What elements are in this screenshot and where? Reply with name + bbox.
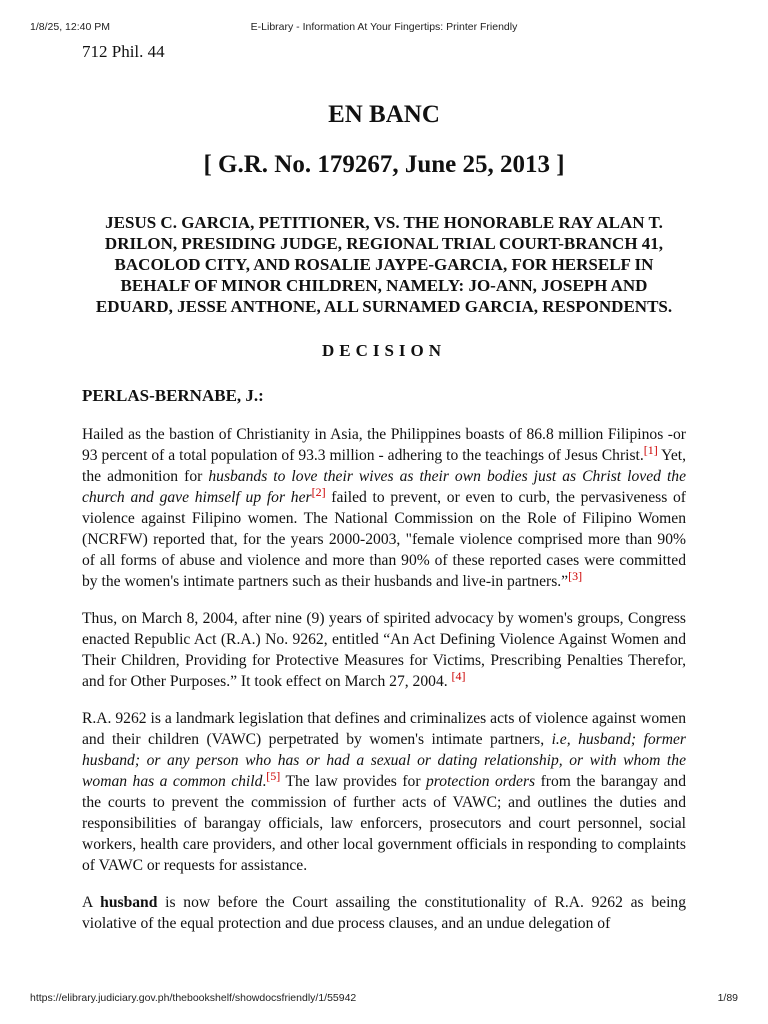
print-datetime: 1/8/25, 12:40 PM [30,21,110,33]
paragraph-1: Hailed as the bastion of Christianity in Asia, the Philippines boasts of 86.8 million Filipinos -or 93 percent of a total population of 93.3 million - adhering to the teachings of Jesus Christ.[1] Yet, the admonition for husbands to love their wives as their own bodies just as Christ loved the church and gave himself up for her[2] failed to prevent, or even to curb, the pervasiveness of violence against Filipino women. The National Commission on the Role of Filipino Women (NCRFW) reported that, for the years 2000-2003, "female violence comprised more than 90% of all forms of abuse and violence and more than 90% of these reported cases were committed by the women's intimate partners such as their husbands and live-in partners.”[3] [82,426,687,590]
ponente: PERLAS-BERNABE, J.: [82,386,264,405]
print-footer [0,992,768,1012]
page-counter: 1/89 [717,992,738,1004]
paragraph-3: R.A. 9262 is a landmark legislation that defines and criminalizes acts of violence against women and their children (VAWC) perpetrated by women's intimate partners, i.e, husband; former husband; or any person who has or had a sexual or dating relationship, or with whom the woman has a common child.[5] The law provides for protection orders from the barangay and the courts to prevent the commission of further acts of VAWC; and outlines the duties and responsibilities of barangay officials, law enforcers, prosecutors and court personnel, social workers, health care providers, and other local government officials in responding to complaints of VAWC or requests for assistance. [82,710,686,874]
case-parties: JESUS C. GARCIA, PETITIONER, VS. THE HONORABLE RAY ALAN T. DRILON, PRESIDING JUDGE, REGIONAL TRIAL COURT-BRANCH 41, BACOLOD CITY, AND ROSALIE JAYPE-GARCIA, FOR HERSELF IN BEHALF OF MINOR CHILDREN, NAMELY: JO-ANN, JOSEPH AND EDUARD, JESSE ANTHONE, ALL SURNAMED GARCIA, RESPONDENTS. [95,213,673,316]
decision-heading: DECISION [321,341,447,360]
case-citation: 712 Phil. 44 [82,42,165,61]
division-heading: EN BANC [328,101,440,128]
document-body [82,40,686,934]
case-number-heading: [ G.R. No. 179267, June 25, 2013 ] [203,151,565,178]
footnote-link-5[interactable]: [5] [266,768,281,783]
footnote-link-2[interactable]: [2] [311,484,326,499]
footnote-link-1[interactable]: [1] [643,442,658,457]
footnote-link-3[interactable]: [3] [568,568,583,583]
print-url: https://elibrary.judiciary.gov.ph/thebookshelf/showdocsfriendly/1/55942 [30,992,357,1004]
print-header [0,0,768,40]
paragraph-2: Thus, on March 8, 2004, after nine (9) years of spirited advocacy by women's groups, Congress enacted Republic Act (R.A.) No. 9262, entitled “An Act Defining Violence Against Women and Their Children, Providing for Protective Measures for Victims, Prescribing Penalties Therefor, and for Other Purposes.” It took effect on March 27, 2004. [4] [82,610,686,690]
print-page-title: E-Library - Information At Your Fingertips: Printer Friendly [250,21,518,33]
footnote-link-4[interactable]: [4] [451,668,466,683]
paragraph-4: A husband is now before the Court assailing the constitutionality of R.A. 9262 as being violative of the equal protection and due process clauses, and an undue delegation of [82,894,686,932]
